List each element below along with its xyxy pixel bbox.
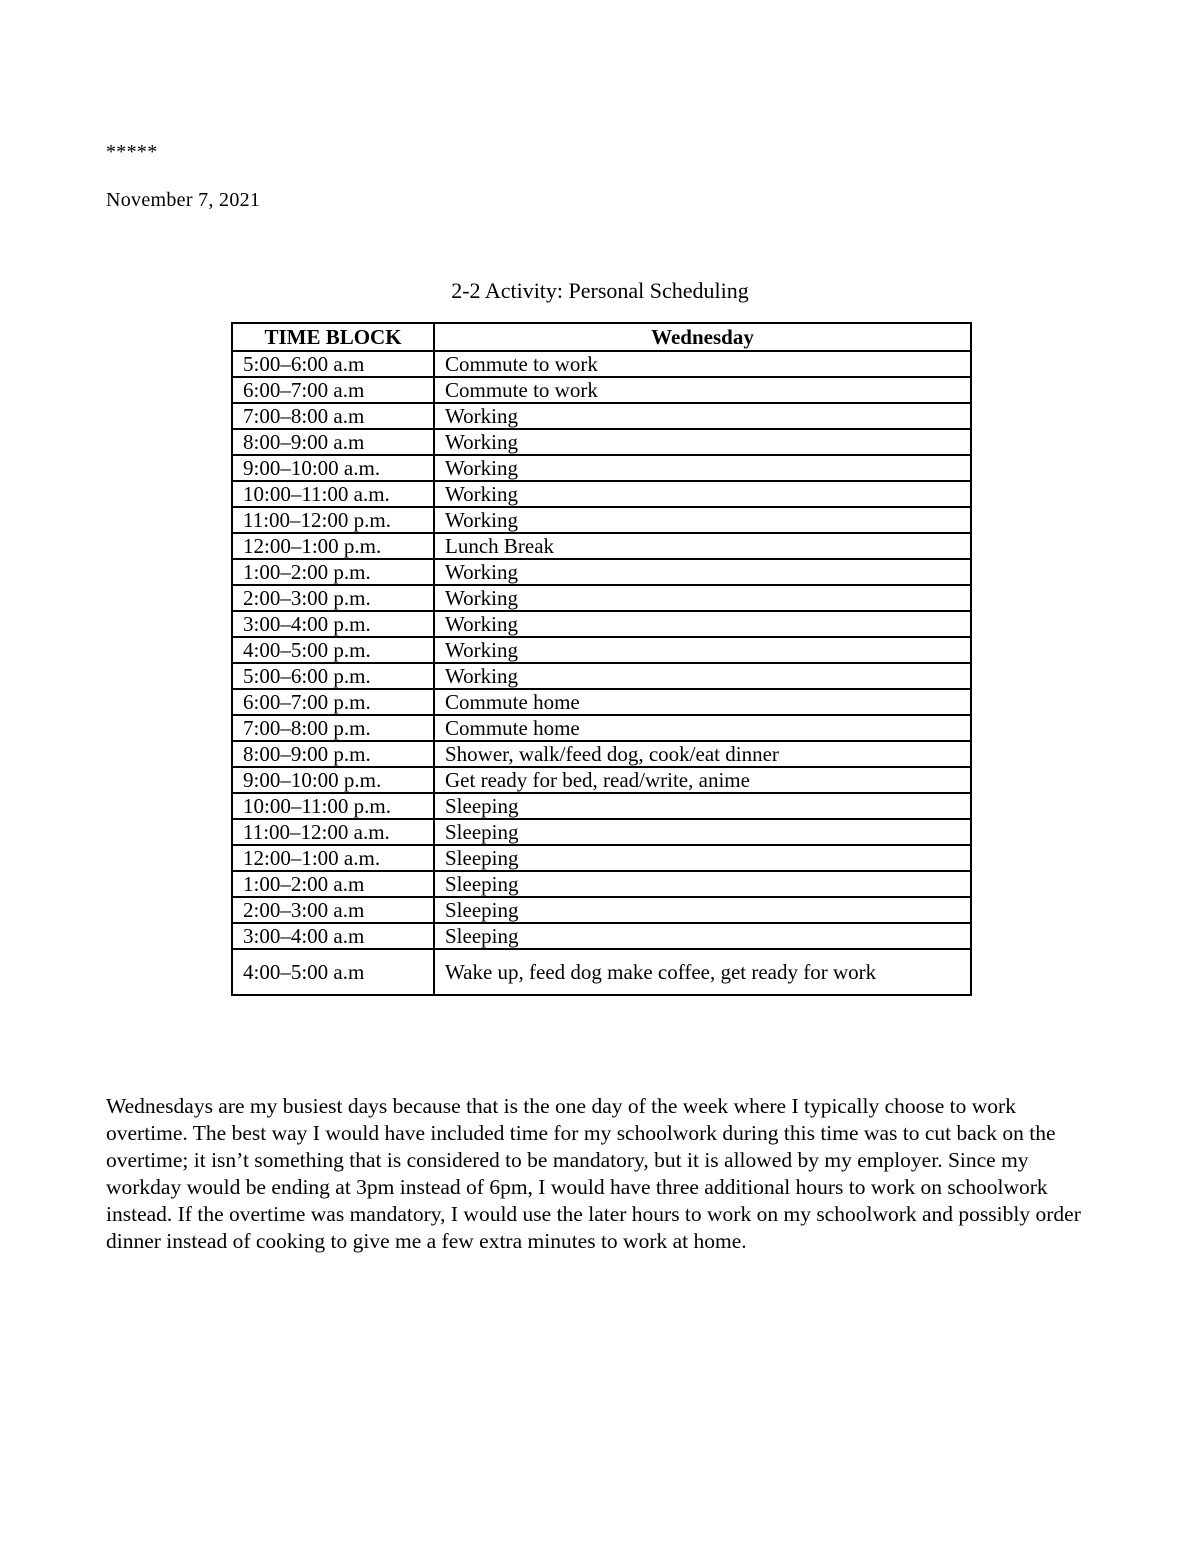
time-block-cell: 10:00–11:00 p.m.: [232, 793, 434, 819]
activity-cell: Working: [434, 429, 971, 455]
document-date: November 7, 2021: [106, 189, 261, 211]
schedule-body: [232, 351, 971, 995]
table-row: [232, 611, 971, 637]
table-row: [232, 455, 971, 481]
activity-cell: Commute to work: [434, 377, 971, 403]
activity-cell: Sleeping: [434, 819, 971, 845]
time-block-cell: 11:00–12:00 p.m.: [232, 507, 434, 533]
time-block-cell: 3:00–4:00 p.m.: [232, 611, 434, 637]
column-header-day: Wednesday: [434, 323, 971, 351]
table-header-row: [232, 323, 971, 351]
author-name: *****: [106, 141, 158, 163]
activity-cell: Working: [434, 663, 971, 689]
column-header-time-block: TIME BLOCK: [232, 323, 434, 351]
activity-cell: Sleeping: [434, 845, 971, 871]
time-block-cell: 6:00–7:00 a.m: [232, 377, 434, 403]
time-block-cell: 3:00–4:00 a.m: [232, 923, 434, 949]
activity-cell: Working: [434, 637, 971, 663]
activity-cell: Sleeping: [434, 793, 971, 819]
activity-cell: Get ready for bed, read/write, anime: [434, 767, 971, 793]
table-row: [232, 637, 971, 663]
time-block-cell: 7:00–8:00 a.m: [232, 403, 434, 429]
activity-cell: Sleeping: [434, 897, 971, 923]
time-block-cell: 10:00–11:00 a.m.: [232, 481, 434, 507]
time-block-cell: 8:00–9:00 a.m: [232, 429, 434, 455]
activity-cell: Working: [434, 507, 971, 533]
time-block-cell: 6:00–7:00 p.m.: [232, 689, 434, 715]
table-row: [232, 689, 971, 715]
activity-cell: Working: [434, 403, 971, 429]
time-block-cell: 8:00–9:00 p.m.: [232, 741, 434, 767]
activity-cell: Sleeping: [434, 923, 971, 949]
time-block-cell: 2:00–3:00 p.m.: [232, 585, 434, 611]
table-row: [232, 871, 971, 897]
time-block-cell: 5:00–6:00 p.m.: [232, 663, 434, 689]
time-block-cell: 12:00–1:00 a.m.: [232, 845, 434, 871]
table-row: [232, 533, 971, 559]
schedule-table: [231, 322, 972, 996]
table-row: [232, 741, 971, 767]
activity-cell: Working: [434, 559, 971, 585]
table-row: [232, 897, 971, 923]
table-row: [232, 793, 971, 819]
activity-cell: Working: [434, 611, 971, 637]
table-row: [232, 715, 971, 741]
reflection-paragraph: Wednesdays are my busiest days because that is the one day of the week where I typically choose to work overtime. The best way I would have included time for my schoolwork during this time was to cut back on the overtime; it isn’t something that is considered to be mandatory, but it is allowed by my employer. Since my workday would be ending at 3pm instead of 6pm, I would have three additional hours to work on schoolwork instead. If the overtime was mandatory, I would use the later hours to work on my schoolwork and possibly order dinner instead of cooking to give me a few extra minutes to work at home.: [106, 1094, 1081, 1253]
time-block-cell: 11:00–12:00 a.m.: [232, 819, 434, 845]
table-row: [232, 507, 971, 533]
time-block-cell: 9:00–10:00 p.m.: [232, 767, 434, 793]
time-block-cell: 7:00–8:00 p.m.: [232, 715, 434, 741]
time-block-cell: 4:00–5:00 a.m: [232, 949, 434, 995]
table-row: [232, 377, 971, 403]
document-title: 2-2 Activity: Personal Scheduling: [451, 278, 749, 303]
table-row: [232, 923, 971, 949]
activity-cell: Commute home: [434, 715, 971, 741]
time-block-cell: 2:00–3:00 a.m: [232, 897, 434, 923]
table-row: [232, 845, 971, 871]
table-row: [232, 351, 971, 377]
activity-cell: Wake up, feed dog make coffee, get ready for work: [434, 949, 971, 995]
table-row: [232, 429, 971, 455]
table-row: [232, 663, 971, 689]
table-row: [232, 949, 971, 995]
table-row: [232, 819, 971, 845]
time-block-cell: 1:00–2:00 p.m.: [232, 559, 434, 585]
table-row: [232, 403, 971, 429]
activity-cell: Sleeping: [434, 871, 971, 897]
activity-cell: Lunch Break: [434, 533, 971, 559]
activity-cell: Shower, walk/feed dog, cook/eat dinner: [434, 741, 971, 767]
activity-cell: Commute home: [434, 689, 971, 715]
activity-cell: Working: [434, 585, 971, 611]
table-row: [232, 767, 971, 793]
table-row: [232, 585, 971, 611]
table-row: [232, 481, 971, 507]
activity-cell: Commute to work: [434, 351, 971, 377]
activity-cell: Working: [434, 455, 971, 481]
activity-cell: Working: [434, 481, 971, 507]
time-block-cell: 4:00–5:00 p.m.: [232, 637, 434, 663]
time-block-cell: 5:00–6:00 a.m: [232, 351, 434, 377]
time-block-cell: 12:00–1:00 p.m.: [232, 533, 434, 559]
time-block-cell: 1:00–2:00 a.m: [232, 871, 434, 897]
time-block-cell: 9:00–10:00 a.m.: [232, 455, 434, 481]
table-row: [232, 559, 971, 585]
